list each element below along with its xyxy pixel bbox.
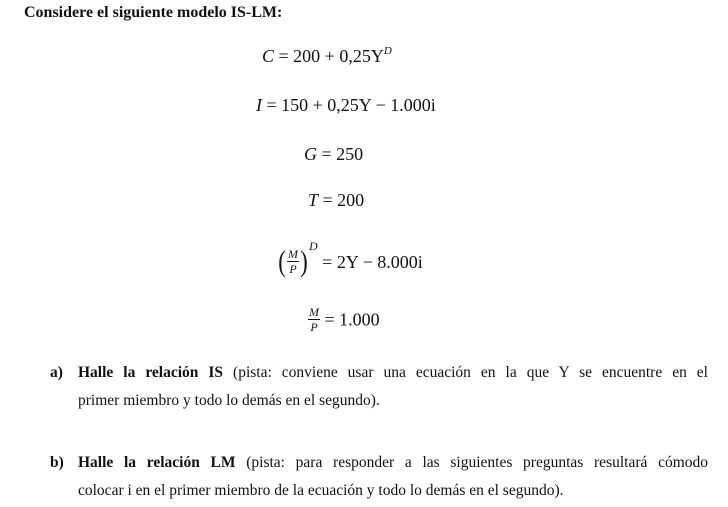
fraction-m-over-p: $\frac{M}{P}$ — [288, 247, 298, 277]
equation-taxes: T = 200 — [308, 190, 365, 210]
equation-lhs: C — [262, 46, 275, 66]
question-b-line1: Halle la relación LM (pista: para responder a las siguientes preguntas resultará cómodo — [78, 454, 709, 471]
equation-lhs: T — [308, 190, 319, 210]
equation-rhs: 150 + 0,25Y − 1.000i — [281, 95, 436, 115]
equation-rhs: 200 + 0,25Y — [293, 46, 384, 66]
equation-rhs: 2Y − 8.000i — [336, 251, 423, 272]
question-a-line1: Halle la relación IS (pista: conviene usar una ecuación en la que Y se encuentre en el — [78, 364, 708, 381]
equation-lhs: G — [304, 144, 317, 164]
equation-lhs: I — [256, 95, 262, 115]
question-b-label: b) — [50, 454, 64, 471]
question-a-label: a) — [50, 364, 63, 381]
equation-investment: I = 150 + 0,25Y − 1.000i — [256, 95, 436, 115]
question-a-line2: primer miembro y todo lo demás en el segundo). — [78, 392, 380, 409]
equation-rhs: 250 — [336, 144, 364, 164]
equation-rhs: 1.000 — [339, 309, 380, 330]
page-title: Considere el siguiente modelo IS-LM: — [24, 4, 283, 21]
equation-superscript: D — [383, 45, 392, 57]
equation-money-supply: $\frac{M}{P}$ = 1.000 — [309, 305, 380, 334]
question-b-line2: colocar i en el primer miembro de la ecuación y todo lo demás en el segundo). — [78, 482, 564, 499]
equation-rhs: 200 — [337, 190, 365, 210]
equation-money-demand: ( $\frac{M}{P}$ )$^D$ = 2Y − 8.000i — [278, 239, 423, 278]
equation-government: G = 250 — [304, 144, 364, 164]
fraction-m-over-p: $\frac{M}{P}$ — [309, 305, 319, 334]
equation-consumption: $C = 200 + 0,25Y^D$ — [262, 45, 392, 66]
equation-superscript: D — [309, 239, 318, 253]
